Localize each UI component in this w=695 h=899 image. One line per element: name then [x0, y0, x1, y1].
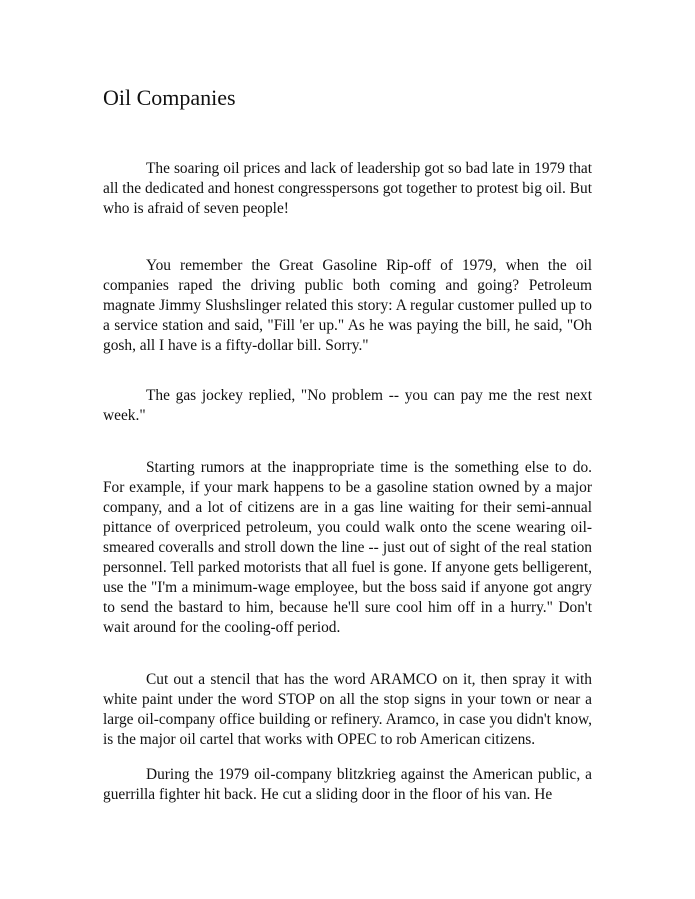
paragraph-3: The gas jockey replied, "No problem -- you can pay me the rest next week." [103, 387, 592, 424]
paragraph-1: The soaring oil prices and lack of leadership got so bad late in 1979 that all the dedicated and honest congresspersons got together to protest big oil. But who is afraid of seven people! [103, 160, 592, 217]
paragraph-4: Starting rumors at the inappropriate time is the something else to do. For example, if your mark happens to be a gasoline station owned by a major company, and a lot of citizens are in a gas line waiting for their semi-annual pittance of overpriced petroleum, you could walk onto the scene wearing oil-smeared coveralls and stroll down the line -- just out of sight of the real station personnel. Tell parked motorists that all fuel is gone. If anyone gets belligerent, use the "I'm a minimum-wage employee, but the boss said if anyone got angry to send the bastard to him, because he'll sure cool him off in a hurry." Don't wait around for the cooling-off period. [103, 459, 592, 636]
paragraph-6: During the 1979 oil-company blitzkrieg against the American public, a guerrilla fighter hit back. He cut a sliding door in the floor of his van. He [103, 766, 592, 803]
page-title: Oil Companies [103, 85, 236, 110]
paragraph-5: Cut out a stencil that has the word ARAMCO on it, then spray it with white paint under the word STOP on all the stop signs in your town or near a large oil-company office building or refinery. Aramco, in case you didn't know, is the major oil cartel that works with OPEC to rob American citizens. [103, 671, 592, 748]
paragraph-2: You remember the Great Gasoline Rip-off of 1979, when the oil companies raped the driving public both coming and going? Petroleum magnate Jimmy Slushslinger related this story: A regular customer pulled up to a service station and said, "Fill 'er up." As he was paying the bill, he said, "Oh gosh, all I have is a fifty-dollar bill. Sorry." [103, 257, 592, 354]
